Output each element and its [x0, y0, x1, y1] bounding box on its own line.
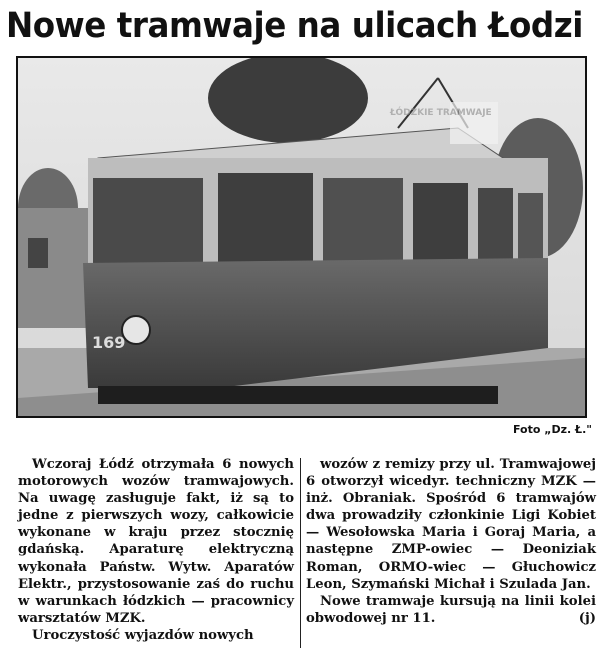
- headline: Nowe tramwaje na ulicach Łodzi: [6, 6, 583, 46]
- article-text: Nowe tramwaje kursują na linii kolei obwodowej nr 11.: [306, 593, 596, 626]
- tram-illustration: [18, 58, 585, 416]
- article-paragraph: [306, 593, 596, 627]
- article-column-1: [18, 456, 294, 651]
- watermark-text: ŁÓDZKIE TRAMWAJE: [390, 108, 492, 118]
- article-paragraph: wozów z remizy przy ul. Tramwajowej 6 otworzył wicedyr. techniczny MZK — inż. Obraniak. Spośród 6 tramwajów dwa prowadziły członkinie Ligi Kobiet — Wesołowska Maria i Goraj Maria, a następne ZMP-owiec — Deoniziak Roman, ORMO-wiec — Głuchowicz Leon, Szymański Michał i Szulada Jan.: [306, 457, 596, 592]
- tram-number: 169: [92, 333, 126, 352]
- column-divider: [300, 458, 301, 648]
- photo-credit: Foto „Dz. Ł.": [512, 423, 592, 436]
- author-signature: (j): [578, 610, 596, 626]
- article-paragraph: Uroczystość wyjazdów nowych: [32, 627, 254, 643]
- article-column-2: [306, 456, 596, 651]
- article-paragraph: Wczoraj Łódź otrzymała 6 nowych motorowych wozów tramwajowych. Na uwagę zasługuje fakt, iż są to jedne z pierwszych wozy, całkowicie wykonane w kraju przez stocznię gdańską. Aparaturę elektryczną wykonała Państw. Wytw. Aparatów Elektr., przystosowanie zaś do ruchu w warunkach łódzkich — pracownicy warsztatów MZK.: [18, 457, 294, 626]
- tram-photo: [16, 56, 587, 418]
